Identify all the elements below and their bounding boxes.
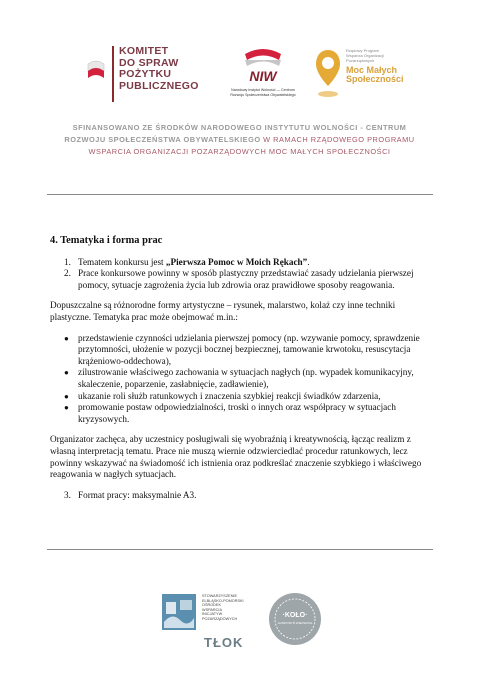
list-item: 3. Format pracy: maksymalnie A3. xyxy=(64,489,197,500)
funding-line-3: WSPARCIA ORGANIZACJI POZARZĄDOWYCH MOC MAŁYCH SPOŁECZNOŚCI xyxy=(88,147,391,156)
top-divider xyxy=(47,194,433,195)
mms-program-name: Moc Małych Społeczności xyxy=(346,65,404,84)
funding-line-2: ROZWOJU SPOŁECZEŃSTWA OBYWATELSKIEGO W RAMACH RZĄDOWEGO PROGRAMU xyxy=(64,135,415,144)
funding-line-1: SFINANSOWANO ZE ŚRODKÓW NARODOWEGO INSTYTUTU WOLNOŚCI - CENTRUM xyxy=(72,123,407,132)
bullet-item: ● ukazanie roli służb ratunkowych i znaczenia szybkiej reakcji świadków zdarzenia, xyxy=(64,390,381,401)
map-pin-icon xyxy=(314,46,342,104)
kolo-logo xyxy=(268,592,322,646)
section-heading: 4. Tematyka i forma prac xyxy=(50,235,163,246)
kolo-name: ·KOŁO· xyxy=(282,612,308,619)
contest-theme: „Pierwsza Pomoc w Moich Rękach” xyxy=(165,256,308,267)
tlok-wordmark: TŁOK xyxy=(204,635,244,650)
document-body xyxy=(50,235,436,501)
list-item: 1. Tematem konkursu jest „Pierwsza Pomoc w Moich Rękach”. xyxy=(64,256,310,267)
list-item: 2. Prace konkursowe powinny w sposób plastyczny przedstawiać zasady udzielania pierwszej pomocy, sytuacje zagrożenia życia lub zdrowia oraz prawidłowe sposoby reagowania. xyxy=(64,268,414,290)
kpp-logo xyxy=(86,46,206,102)
bullet-item: ● promowanie postaw odpowiedzialności, troski o innych oraz współpracy w sytuacjach kryzysowych. xyxy=(64,402,396,424)
kolo-subtitle: GOSPODYŃ WIEJSKICH xyxy=(277,621,313,625)
kpp-divider xyxy=(112,46,114,102)
bullet-list xyxy=(50,333,436,426)
bullet-item: ● zilustrowanie właściwego zachowania w sytuacjach nagłych (np. wypadek komunikacyjny, skaleczenie, poparzenie, zasłabnięcie, zadławienie), xyxy=(64,367,414,389)
niw-caption: Narodowy Instytut Wolności — Centrum Rozwoju Społeczeństwa Obywatelskiego xyxy=(230,88,296,97)
tlok-logo xyxy=(160,588,255,658)
numbered-list xyxy=(50,490,436,502)
paragraph: Dopuszczalne są różnorodne formy artystyczne – rysunek, malarstwo, kolaż czy inne techniki plastyczne. Tematyka prac może obejmować m.in.: xyxy=(50,300,396,322)
mms-logo xyxy=(314,44,404,106)
funding-statement xyxy=(0,122,479,158)
bottom-divider xyxy=(47,549,433,550)
tlok-mark-icon xyxy=(160,592,198,632)
polish-flag-icon xyxy=(86,58,106,84)
kpp-name: KOMITET DO SPRAW POŻYTKU PUBLICZNEGO xyxy=(119,45,199,92)
mms-program-label: Rządowy Program Wsparcia Organizacji Pozarządowych xyxy=(346,48,384,63)
niw-letters: NIW xyxy=(249,68,277,84)
kolo-badge-icon xyxy=(268,592,322,646)
bullet-item: ● przedstawienie czynności udzielania pierwszej pomocy (np. wzywanie pomocy, sprawdzenie przytomności, ułożenie w pozycji bocznej bezpiecznej, tamowanie krwotoku, resuscytacja krążeniowo-oddechowa), xyxy=(64,332,420,366)
footer-logos xyxy=(0,580,479,670)
header-logos xyxy=(0,40,479,110)
niw-logo xyxy=(228,44,298,106)
tlok-org-name: STOWARZYSZENIE ELBLĄSKO-POMORSKI OŚRODEK WSPARCIA INICJATYW POZARZĄDOWYCH xyxy=(202,594,244,621)
niw-mark-icon xyxy=(241,44,285,84)
numbered-list xyxy=(50,257,436,292)
paragraph: Organizator zachęca, aby uczestnicy posługiwali się wyobraźnią i kreatywnością, łącząc realizm z własną interpretacją tematu. Prace nie muszą wiernie odzwierciedlać procedur ratunkowych, lecz powinny wskazywać na świadomość ich istnienia oraz podkreślać znaczenie szybkiego i właściwego reagowania w nagłych sytuacjach. xyxy=(50,434,422,480)
